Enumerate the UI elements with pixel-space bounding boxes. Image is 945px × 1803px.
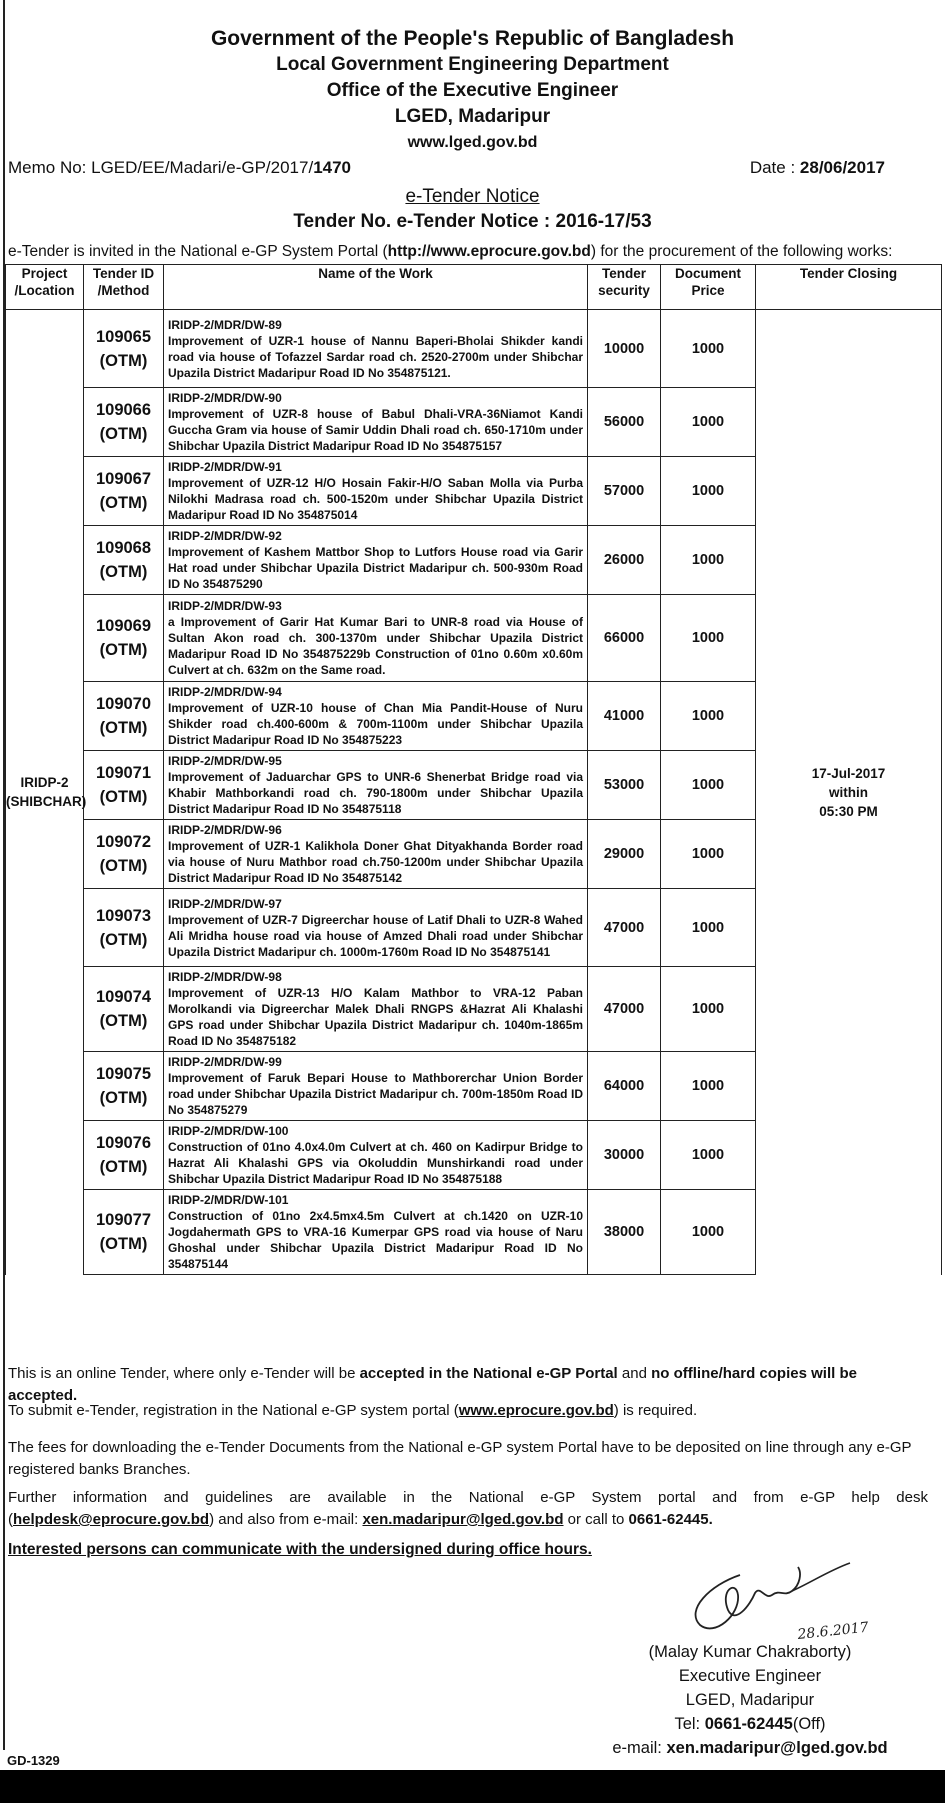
helpdesk-email-link[interactable]: helpdesk@eprocure.gov.bd — [13, 1511, 210, 1528]
govt-title: Government of the People's Republic of Bangladesh — [210, 27, 735, 50]
intro-pre: e-Tender is invited in the National e-GP System Portal ( — [8, 243, 388, 260]
tender-security-cell: 56000 — [588, 388, 661, 457]
project-area: (SHIBCHAR) — [6, 794, 87, 810]
email-value[interactable]: xen.madaripur@lged.gov.bd — [666, 1739, 888, 1757]
tender-security-cell: 47000 — [588, 967, 661, 1052]
tender-method: (OTM) — [99, 563, 148, 581]
tender-id: 109072 — [95, 833, 152, 851]
para-office-hours: Interested persons can communicate with the undersigned during office hours. — [8, 1541, 592, 1558]
closing-line-2: within — [829, 784, 868, 800]
document-price-cell: 1000 — [661, 889, 756, 967]
signatory-designation: Executive Engineer — [678, 1667, 822, 1685]
tender-method: (OTM) — [99, 1012, 148, 1030]
tender-method: (OTM) — [99, 719, 148, 737]
p2-pre: To submit e-Tender, registration in the National e-GP system portal ( — [8, 1402, 459, 1419]
memo-serial: 1470 — [313, 158, 352, 177]
tender-id: 109067 — [95, 470, 152, 488]
tender-method: (OTM) — [99, 425, 148, 443]
tel-label: Tel: — [674, 1715, 705, 1733]
tel-value: 0661-62445 — [704, 1715, 793, 1733]
col-header-price: Document Price — [661, 265, 756, 310]
tender-method: (OTM) — [99, 788, 148, 806]
signature-date: 28.6.2017 — [796, 1619, 870, 1643]
tender-id-cell — [84, 889, 164, 967]
p1-bold1: accepted in the National e-GP Portal — [359, 1365, 618, 1382]
work-description: Improvement of UZR-1 Kalikhola Doner Ghat Dityakhanda Border road via house of Nuru Mathbor road ch.750-1200m under Shibchar Upazila District Madaripur Road ID No 354875142 — [168, 839, 583, 885]
tender-id-cell — [84, 967, 164, 1052]
work-description: a Improvement of Garir Hat Kumar Bari to UNR-8 road via House of Sultan Akon road ch. 300-1370m under Shibchar Upazila District Madaripur Road ID No 354875229b Construction of 01no 0.60m x0.60m Culvert at ch. 632m on the Same road. — [168, 615, 583, 677]
tender-method: (OTM) — [99, 641, 148, 659]
work-name-cell — [164, 751, 588, 820]
p4-pre: Further information and guidelines are available in the National e-GP System portal and from e-GP help desk ( — [8, 1489, 928, 1528]
tender-security-cell: 10000 — [588, 310, 661, 388]
letterhead — [0, 26, 945, 156]
tender-method: (OTM) — [99, 1158, 148, 1176]
tender-id: 109071 — [95, 764, 152, 782]
table-header-row — [6, 265, 942, 310]
intro-post: ) for the procurement of the following works: — [590, 243, 893, 260]
p4-mid2: or call to — [563, 1511, 629, 1528]
work-name-cell — [164, 1052, 588, 1121]
tender-id-cell — [84, 595, 164, 682]
signatory-name: (Malay Kumar Chakraborty) — [648, 1643, 852, 1661]
portal-link[interactable]: http://www.eprocure.gov.bd — [387, 243, 591, 260]
work-description: Improvement of UZR-8 house of Babul Dhali-VRA-36Niamot Kandi Guccha Gram via house of Samir Uddin Dhali road ch. 650-1710m under Shibchar Upazila District Madaripur Road ID No 354875157 — [168, 407, 583, 453]
scan-bottom-band — [0, 1770, 945, 1803]
tender-security-cell: 30000 — [588, 1121, 661, 1190]
p1-bold2: no offline/hard copies will be accepted. — [8, 1365, 857, 1404]
tender-id-cell — [84, 1121, 164, 1190]
tender-security-cell: 29000 — [588, 820, 661, 889]
gd-code: GD-1329 — [7, 1753, 60, 1768]
package-code: IRIDP-2/MDR/DW-89 — [168, 317, 282, 332]
p4-mid: ) and also from e-mail: — [209, 1511, 363, 1528]
work-name-cell — [164, 1121, 588, 1190]
tender-method: (OTM) — [99, 351, 148, 370]
p1-mid: and — [617, 1365, 652, 1382]
project-name: IRIDP-2 — [20, 775, 69, 791]
office-title: Office of the Executive Engineer — [326, 80, 619, 101]
tender-id: 109075 — [95, 1065, 152, 1083]
tender-number: Tender No. e-Tender Notice : 2016-17/53 — [293, 211, 652, 232]
tender-security-cell: 41000 — [588, 682, 661, 751]
document-price-cell: 1000 — [661, 682, 756, 751]
package-code: IRIDP-2/MDR/DW-100 — [168, 1124, 289, 1138]
work-name-cell — [164, 526, 588, 595]
package-code: IRIDP-2/MDR/DW-94 — [168, 685, 282, 699]
email-label: e-mail: — [612, 1739, 667, 1757]
tender-security-cell: 53000 — [588, 751, 661, 820]
package-code: IRIDP-2/MDR/DW-95 — [168, 754, 282, 768]
tel-suffix: (Off) — [792, 1715, 826, 1733]
package-code: IRIDP-2/MDR/DW-99 — [168, 1055, 282, 1069]
tender-id: 109076 — [95, 1134, 152, 1152]
tender-method: (OTM) — [99, 494, 148, 512]
tender-id-cell — [84, 751, 164, 820]
tender-id: 109065 — [95, 327, 152, 346]
work-description: Improvement of Faruk Bepari House to Mathborerchar Union Border road under Shibchar Upazila District Madaripur ch. 700m-1850m Road ID No 354875279 — [168, 1071, 583, 1117]
office-website: www.lged.gov.bd — [407, 134, 538, 151]
col-header-tender-id: Tender ID /Method — [84, 265, 164, 310]
package-code: IRIDP-2/MDR/DW-97 — [168, 896, 282, 911]
department-title: Local Government Engineering Department — [276, 54, 669, 75]
tender-id-cell — [84, 820, 164, 889]
work-name-cell — [164, 1190, 588, 1275]
work-name-cell — [164, 967, 588, 1052]
closing-line-1: 17-Jul-2017 — [811, 765, 886, 781]
work-description: Construction of 01no 2x4.5mx4.5m Culvert at ch.1420 on UZR-10 Jogdahermath GPS to VRA-16 Kumerpar GPS road via house of Naru Ghoshal under Shibchar Upazila District Madaripur Road ID No 354875144 — [168, 1209, 583, 1271]
package-code: IRIDP-2/MDR/DW-98 — [168, 970, 282, 984]
date-label: Date : — [749, 158, 800, 177]
package-code: IRIDP-2/MDR/DW-90 — [168, 391, 282, 405]
project-location-cell — [6, 310, 87, 1275]
tender-id: 109070 — [95, 695, 152, 713]
closing-line-3: 05:30 PM — [819, 803, 878, 819]
work-description: Improvement of UZR-13 H/O Kalam Mathbor to VRA-12 Paban Morolkandi via Digreerchar Malek Dhali RNGPS &Hazrat Ali Khalashi GPS road under Shibchar Upazila District Madaripur ch. 1040m-1865m Road ID No 354875182 — [168, 986, 583, 1048]
signatory-email — [560, 1736, 940, 1760]
work-name-cell — [164, 310, 588, 388]
works-body — [6, 310, 942, 1275]
work-description: Improvement of UZR-1 house of Nannu Baperi-Bholai Shikder kandi road via house of Tofazzel Sardar road ch. 2520-2700m under Shibchar Upazila District Madaripur Road ID No 354875121. — [168, 333, 583, 380]
tender-security-cell: 47000 — [588, 889, 661, 967]
tender-id: 109068 — [95, 539, 152, 557]
tender-id-cell — [84, 1190, 164, 1275]
document-price-cell: 1000 — [661, 820, 756, 889]
tender-method: (OTM) — [99, 1235, 148, 1253]
col-header-name: Name of the Work — [164, 265, 588, 310]
work-name-cell — [164, 682, 588, 751]
memo-prefix: Memo No: LGED/EE/Madari/e-GP/2017/ — [8, 158, 314, 177]
document-price-cell: 1000 — [661, 526, 756, 595]
tender-closing-cell — [756, 310, 942, 1275]
package-code: IRIDP-2/MDR/DW-101 — [168, 1193, 289, 1207]
tender-security-cell: 66000 — [588, 595, 661, 682]
signatory-block — [560, 1640, 940, 1760]
tender-id: 109066 — [95, 401, 152, 419]
p4-end: . — [708, 1511, 713, 1528]
document-price-cell: 1000 — [661, 967, 756, 1052]
tender-id: 109077 — [95, 1211, 152, 1229]
tender-security-cell: 26000 — [588, 526, 661, 595]
p1-pre: This is an online Tender, where only e-Tender will be — [8, 1365, 360, 1382]
work-name-cell — [164, 457, 588, 526]
work-description: Construction of 01no 4.0x4.0m Culvert at ch. 460 on Kadirpur Bridge to Hazrat Ali Khalashi GPS via Okoluddin Munshirkandi road under Shibchar Upazila District Madaripur Road ID No 354875188 — [168, 1140, 583, 1186]
tender-id-cell — [84, 388, 164, 457]
document-price-cell: 1000 — [661, 595, 756, 682]
office-location: LGED, Madaripur — [394, 106, 551, 127]
col-header-security: Tender security — [588, 265, 661, 310]
work-description: Improvement of UZR-7 Digreerchar house of Latif Dhali to UZR-8 Wahed Ali Mridha house road via house of Amzed Dhali road under Shibchar Upazila District Madaripur ch. 1000m-1760m Road ID No 354875141 — [168, 912, 583, 959]
tender-security-cell: 64000 — [588, 1052, 661, 1121]
tender-method: (OTM) — [99, 857, 148, 875]
col-header-closing: Tender Closing — [756, 265, 942, 310]
memo-number — [8, 158, 351, 178]
work-name-cell — [164, 388, 588, 457]
document-price-cell: 1000 — [661, 1052, 756, 1121]
tender-id-cell — [84, 457, 164, 526]
para-further-info — [8, 1487, 928, 1531]
document-price-cell: 1000 — [661, 310, 756, 388]
office-phone: 0661-62445 — [628, 1511, 709, 1528]
date-value: 28/06/2017 — [799, 158, 885, 177]
work-description: Improvement of UZR-12 H/O Hosain Fakir-H/O Saban Molla via Purba Nilokhi Madrasa road ch. 500-1520m under Shibchar Upazila District Madaripur Road ID No 354875014 — [168, 476, 583, 522]
document-price-cell: 1000 — [661, 1190, 756, 1275]
tender-id: 109069 — [95, 617, 152, 635]
tender-id-cell — [84, 1052, 164, 1121]
tender-method: (OTM) — [99, 1089, 148, 1107]
notice-title: e-Tender Notice — [405, 186, 540, 207]
tender-method: (OTM) — [99, 930, 148, 949]
signatory-office: LGED, Madaripur — [685, 1691, 815, 1709]
table-row — [6, 310, 942, 388]
work-name-cell — [164, 595, 588, 682]
work-description: Improvement of Kashem Mattbor Shop to Lutfors House road via Garir Hat road under Shibchar Upazila District Madaripur ch. 500-930m Road ID No 354875290 — [168, 545, 583, 591]
registration-link[interactable]: www.eprocure.gov.bd — [458, 1402, 614, 1419]
signatory-tel — [560, 1712, 940, 1736]
tender-security-cell: 57000 — [588, 457, 661, 526]
office-email-link[interactable]: xen.madaripur@lged.gov.bd — [362, 1511, 564, 1528]
document-price-cell: 1000 — [661, 751, 756, 820]
document-price-cell: 1000 — [661, 388, 756, 457]
works-table — [5, 264, 942, 1275]
tender-id-cell — [84, 682, 164, 751]
tender-security-cell: 38000 — [588, 1190, 661, 1275]
tender-id: 109074 — [95, 988, 152, 1006]
document-price-cell: 1000 — [661, 457, 756, 526]
intro-text — [8, 243, 892, 261]
signature-image — [680, 1555, 900, 1645]
package-code: IRIDP-2/MDR/DW-92 — [168, 529, 282, 543]
col-header-project: Project /Location — [6, 265, 84, 310]
tender-id: 109073 — [95, 906, 152, 925]
tender-id-cell — [84, 526, 164, 595]
memo-date — [750, 158, 885, 178]
work-name-cell — [164, 820, 588, 889]
package-code: IRIDP-2/MDR/DW-96 — [168, 823, 282, 837]
para-fees: The fees for downloading the e-Tender Documents from the National e-GP system Portal have to be deposited on line through any e-GP registered banks Branches. — [8, 1439, 912, 1478]
package-code: IRIDP-2/MDR/DW-91 — [168, 460, 282, 474]
work-name-cell — [164, 889, 588, 967]
document-price-cell: 1000 — [661, 1121, 756, 1190]
p2-post: ) is required. — [613, 1402, 698, 1419]
tender-id-cell — [84, 310, 164, 388]
para-registration — [8, 1400, 928, 1422]
work-description: Improvement of UZR-10 house of Chan Mia Pandit-House of Nuru Shikder road ch.400-600m & 700m-1100m under Shibchar Upazila District Madaripur Road ID No 354875223 — [168, 701, 583, 747]
package-code: IRIDP-2/MDR/DW-93 — [168, 599, 282, 613]
work-description: Improvement of Jaduarchar GPS to UNR-6 Shenerbat Bridge road via Khabir Mathborkandi road ch. 790-1800m under Shibchar Upazila District Madaripur Road ID No 354875118 — [168, 770, 583, 816]
